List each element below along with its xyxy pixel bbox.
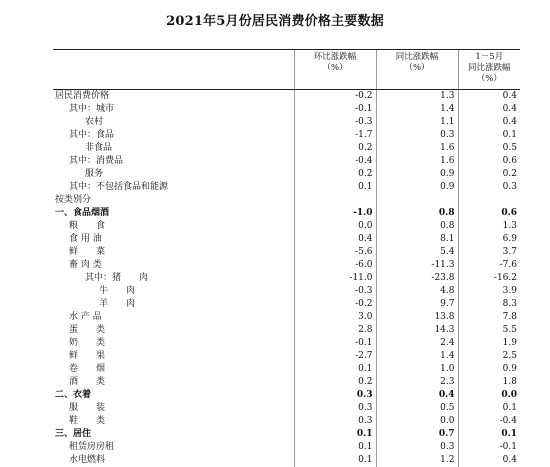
table-row bbox=[53, 415, 520, 428]
table-row bbox=[53, 350, 520, 363]
cell-mom: 0.3 bbox=[294, 402, 376, 415]
row-label: 酒 类 bbox=[53, 376, 294, 389]
cell-yoy: 8.1 bbox=[376, 233, 458, 246]
cell-yoy: 1.1 bbox=[376, 116, 458, 129]
cell-yoy: 0.8 bbox=[376, 220, 458, 233]
cell-mom: 0.1 bbox=[294, 428, 376, 441]
header-ytd: 1－5月 同比涨跌幅（%） bbox=[458, 50, 520, 90]
cell-ytd: 1.8 bbox=[458, 376, 520, 389]
cell-ytd: 2.5 bbox=[458, 350, 520, 363]
cell-ytd: 0.3 bbox=[458, 181, 520, 194]
row-label: 服 装 bbox=[53, 402, 294, 415]
cell-ytd: -7.6 bbox=[458, 259, 520, 272]
table-row bbox=[53, 90, 520, 104]
cell-ytd: 0.1 bbox=[458, 428, 520, 441]
cell-mom: -0.1 bbox=[294, 103, 376, 116]
table-row bbox=[53, 168, 520, 181]
row-label: 卷 烟 bbox=[53, 363, 294, 376]
cell-ytd: -0.1 bbox=[458, 441, 520, 454]
cell-mom: -2.7 bbox=[294, 350, 376, 363]
row-label: 三、居住 bbox=[53, 428, 294, 441]
table-row bbox=[53, 194, 520, 207]
cell-yoy: 1.6 bbox=[376, 142, 458, 155]
cell-yoy: 5.4 bbox=[376, 246, 458, 259]
cell-yoy: 1.3 bbox=[376, 90, 458, 104]
cell-ytd: 6.9 bbox=[458, 233, 520, 246]
cell-ytd: 0.0 bbox=[458, 389, 520, 402]
row-label: 服务 bbox=[53, 168, 294, 181]
row-label: 其中：猪 肉 bbox=[53, 272, 294, 285]
cell-ytd: 0.4 bbox=[458, 103, 520, 116]
cell-yoy: 9.7 bbox=[376, 298, 458, 311]
cell-yoy: 0.0 bbox=[376, 415, 458, 428]
row-label: 羊 肉 bbox=[53, 298, 294, 311]
cell-mom: 0.2 bbox=[294, 168, 376, 181]
cell-yoy: 13.8 bbox=[376, 311, 458, 324]
row-label: 畜 肉 类 bbox=[53, 259, 294, 272]
row-label: 租赁房房租 bbox=[53, 441, 294, 454]
table-row bbox=[53, 181, 520, 194]
cell-yoy: 1.2 bbox=[376, 454, 458, 467]
table-row bbox=[53, 454, 520, 467]
cell-ytd: 0.4 bbox=[458, 454, 520, 467]
row-label: 水电燃料 bbox=[53, 454, 294, 467]
row-label: 奶 类 bbox=[53, 337, 294, 350]
cell-mom: 0.1 bbox=[294, 181, 376, 194]
cell-ytd: -0.4 bbox=[458, 415, 520, 428]
cell-ytd: 5.5 bbox=[458, 324, 520, 337]
cell-yoy: 0.4 bbox=[376, 389, 458, 402]
table-row bbox=[53, 363, 520, 376]
cell-ytd: 3.9 bbox=[458, 285, 520, 298]
cell-yoy: 0.9 bbox=[376, 181, 458, 194]
table-row bbox=[53, 259, 520, 272]
cell-yoy: 0.7 bbox=[376, 428, 458, 441]
cell-ytd: 0.6 bbox=[458, 155, 520, 168]
cell-ytd: 0.1 bbox=[458, 402, 520, 415]
cell-ytd: 0.4 bbox=[458, 90, 520, 104]
cell-ytd: 1.9 bbox=[458, 337, 520, 350]
row-label: 非食品 bbox=[53, 142, 294, 155]
cell-ytd: 8.3 bbox=[458, 298, 520, 311]
cell-ytd: 0.1 bbox=[458, 129, 520, 142]
cell-mom: -1.7 bbox=[294, 129, 376, 142]
header-yoy: 同比涨跌幅 （%） bbox=[376, 50, 458, 90]
table-row bbox=[53, 129, 520, 142]
cell-mom: 0.1 bbox=[294, 441, 376, 454]
cell-mom: -0.3 bbox=[294, 285, 376, 298]
row-label: 农村 bbox=[53, 116, 294, 129]
row-label: 一、食品烟酒 bbox=[53, 207, 294, 220]
cell-yoy bbox=[376, 194, 458, 207]
cell-ytd: 3.7 bbox=[458, 246, 520, 259]
cell-ytd: 0.6 bbox=[458, 207, 520, 220]
cell-yoy: 0.9 bbox=[376, 168, 458, 181]
cell-yoy: 1.0 bbox=[376, 363, 458, 376]
cell-ytd: 0.5 bbox=[458, 142, 520, 155]
cell-mom: 0.0 bbox=[294, 220, 376, 233]
table-row bbox=[53, 337, 520, 350]
document-title: 2021年5月份居民消费价格主要数据 bbox=[0, 10, 550, 29]
cell-mom: -11.0 bbox=[294, 272, 376, 285]
table-row bbox=[53, 402, 520, 415]
cell-mom: 0.1 bbox=[294, 454, 376, 467]
row-label: 鞋 类 bbox=[53, 415, 294, 428]
table-row bbox=[53, 207, 520, 220]
cell-yoy: 0.5 bbox=[376, 402, 458, 415]
cell-mom: 0.2 bbox=[294, 142, 376, 155]
cell-ytd: -16.2 bbox=[458, 272, 520, 285]
cell-yoy: 14.3 bbox=[376, 324, 458, 337]
cell-mom: 0.3 bbox=[294, 389, 376, 402]
table-row bbox=[53, 142, 520, 155]
cell-yoy: 4.8 bbox=[376, 285, 458, 298]
cell-ytd: 1.3 bbox=[458, 220, 520, 233]
cell-mom: -0.1 bbox=[294, 337, 376, 350]
row-label: 其中：消费品 bbox=[53, 155, 294, 168]
cell-mom: -0.2 bbox=[294, 298, 376, 311]
table-row bbox=[53, 428, 520, 441]
cell-ytd bbox=[458, 194, 520, 207]
cpi-table bbox=[53, 49, 520, 467]
table-row bbox=[53, 311, 520, 324]
cell-mom: 0.3 bbox=[294, 415, 376, 428]
table-row bbox=[53, 103, 520, 116]
cell-ytd: 0.4 bbox=[458, 116, 520, 129]
cell-mom: -0.3 bbox=[294, 116, 376, 129]
cell-mom: 3.0 bbox=[294, 311, 376, 324]
row-label: 其中：城市 bbox=[53, 103, 294, 116]
table-row bbox=[53, 376, 520, 389]
cell-yoy: 1.6 bbox=[376, 155, 458, 168]
cell-yoy: 2.3 bbox=[376, 376, 458, 389]
table-row bbox=[53, 298, 520, 311]
cell-yoy: -23.8 bbox=[376, 272, 458, 285]
row-label: 其中：食品 bbox=[53, 129, 294, 142]
table-row bbox=[53, 272, 520, 285]
row-label: 鲜 菜 bbox=[53, 246, 294, 259]
row-label: 食 用 油 bbox=[53, 233, 294, 246]
table-row bbox=[53, 389, 520, 402]
row-label: 居民消费价格 bbox=[53, 90, 294, 104]
table-header bbox=[53, 50, 520, 90]
table-row bbox=[53, 155, 520, 168]
cell-yoy: 2.4 bbox=[376, 337, 458, 350]
row-label: 二、衣着 bbox=[53, 389, 294, 402]
table-row bbox=[53, 285, 520, 298]
cell-mom: -6.0 bbox=[294, 259, 376, 272]
cell-mom: 2.8 bbox=[294, 324, 376, 337]
cell-yoy: 0.8 bbox=[376, 207, 458, 220]
cell-yoy: 1.4 bbox=[376, 350, 458, 363]
row-label: 其中：不包括食品和能源 bbox=[53, 181, 294, 194]
cell-mom: -5.6 bbox=[294, 246, 376, 259]
table-row bbox=[53, 220, 520, 233]
cell-ytd: 7.8 bbox=[458, 311, 520, 324]
header-item bbox=[53, 50, 294, 90]
row-label: 水 产 品 bbox=[53, 311, 294, 324]
cell-mom: 0.4 bbox=[294, 233, 376, 246]
cell-yoy: 1.4 bbox=[376, 103, 458, 116]
cell-yoy: -11.3 bbox=[376, 259, 458, 272]
header-mom: 环比涨跌幅 （%） bbox=[294, 50, 376, 90]
row-label: 粮 食 bbox=[53, 220, 294, 233]
row-label: 按类别分 bbox=[53, 194, 294, 207]
row-label: 牛 肉 bbox=[53, 285, 294, 298]
table-row bbox=[53, 116, 520, 129]
table-body bbox=[53, 90, 520, 467]
cell-yoy: 0.3 bbox=[376, 129, 458, 142]
cell-mom: -1.0 bbox=[294, 207, 376, 220]
table-row bbox=[53, 441, 520, 454]
table-row bbox=[53, 246, 520, 259]
table-row bbox=[53, 324, 520, 337]
table-row bbox=[53, 233, 520, 246]
cell-mom: 0.1 bbox=[294, 363, 376, 376]
cell-mom: 0.2 bbox=[294, 376, 376, 389]
cell-mom: -0.4 bbox=[294, 155, 376, 168]
cell-mom: -0.2 bbox=[294, 90, 376, 104]
row-label: 蛋 类 bbox=[53, 324, 294, 337]
cell-ytd: 0.9 bbox=[458, 363, 520, 376]
cell-ytd: 0.2 bbox=[458, 168, 520, 181]
cell-mom bbox=[294, 194, 376, 207]
cell-yoy: 0.3 bbox=[376, 441, 458, 454]
row-label: 鲜 果 bbox=[53, 350, 294, 363]
